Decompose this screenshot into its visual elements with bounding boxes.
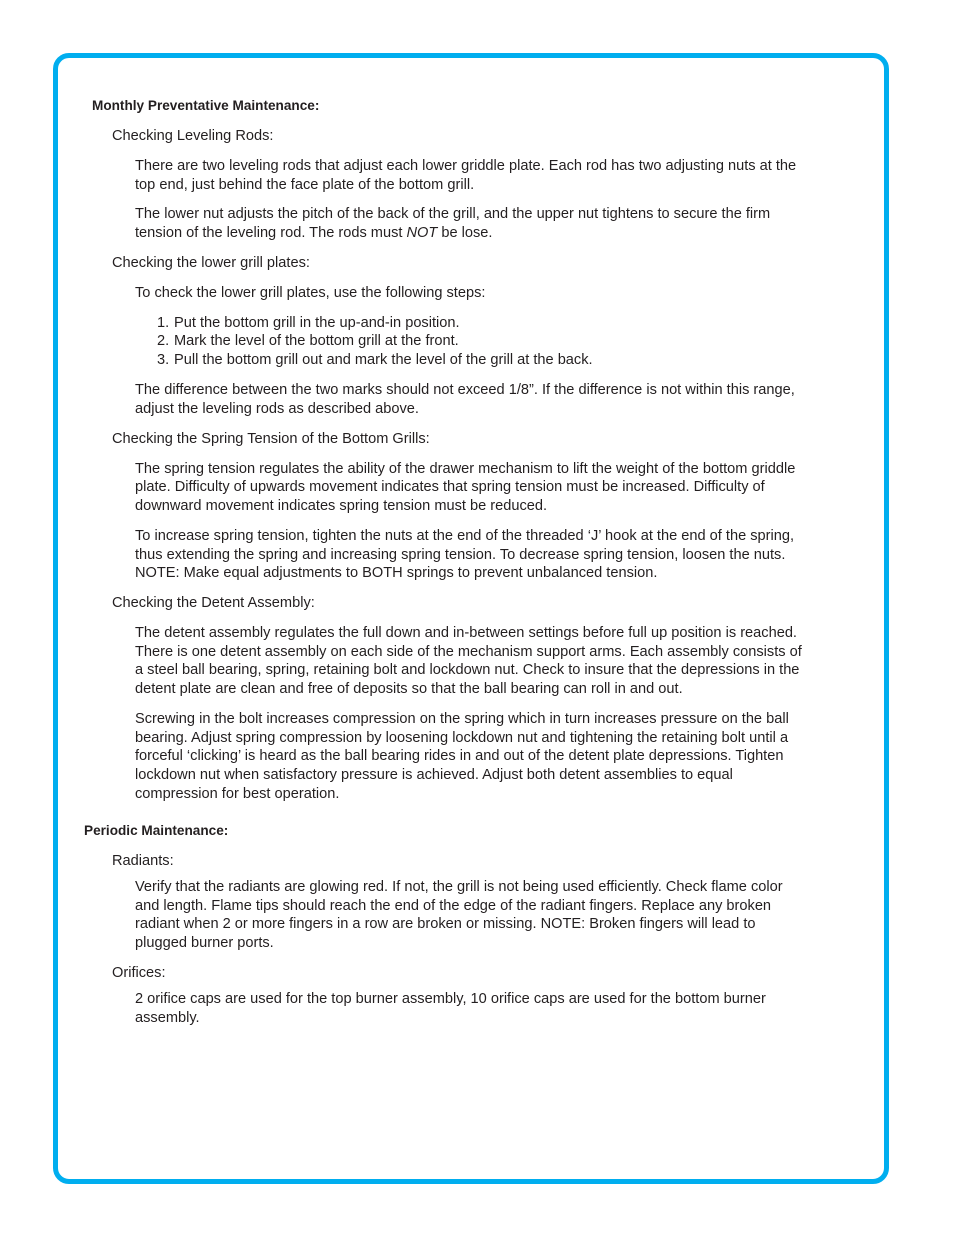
- list-item-text: Put the bottom grill in the up-and-in position.: [174, 315, 460, 331]
- subheading-orifices: Orifices:: [112, 965, 166, 981]
- paragraph-line: The lower nut adjusts the pitch of the back of the grill, and the upper nut tightens to secure the firm: [135, 206, 771, 222]
- paragraph-line: Screwing in the bolt increases compression on the spring which in turn increases pressure on the ball: [135, 711, 789, 727]
- paragraph-line: top end, just behind the face plate of the bottom grill.: [135, 177, 475, 193]
- section-heading-periodic: Periodic Maintenance:: [84, 823, 229, 838]
- paragraph-line: The spring tension regulates the ability of the drawer mechanism to lift the weight of the bottom griddle: [135, 461, 796, 477]
- paragraph-line: Verify that the radiants are glowing red. If not, the grill is not being used efficiently. Check flame color: [135, 879, 783, 895]
- paragraph-line: The detent assembly regulates the full down and in-between settings before full up position is reached.: [135, 625, 797, 641]
- paragraph-line: bearing. Adjust spring compression by loosening lockdown nut and tightening the retaining bolt until a: [135, 730, 789, 746]
- paragraph-line: assembly.: [135, 1010, 200, 1026]
- paragraph-line: There is one detent assembly on each side of the mechanism support arms. Each assembly consists of: [135, 644, 802, 660]
- paragraph-line: To check the lower grill plates, use the following steps:: [135, 285, 486, 301]
- paragraph-line: thus extending the spring and increasing spring tension. To decrease spring tension, loosen the nuts.: [135, 547, 786, 563]
- emphasis-not: NOT: [406, 225, 438, 241]
- paragraph-line: The difference between the two marks should not exceed 1/8”. If the difference is not within this range,: [135, 382, 795, 398]
- paragraph-line: To increase spring tension, tighten the nuts at the end of the threaded ‘J’ hook at the end of the spring,: [135, 528, 795, 544]
- list-item-number: 1.: [157, 315, 170, 331]
- paragraph-line: plate. Difficulty of upwards movement indicates that spring tension must be increased. Difficulty of: [135, 479, 765, 495]
- paragraph-line: There are two leveling rods that adjust each lower griddle plate. Each rod has two adjusting nuts at the: [135, 158, 797, 174]
- paragraph-line: plugged burner ports.: [135, 935, 274, 951]
- subheading-lower-grill-plates: Checking the lower grill plates:: [112, 255, 310, 271]
- paragraph-line: 2 orifice caps are used for the top burner assembly, 10 orifice caps are used for the bottom burner: [135, 991, 766, 1007]
- list-item-number: 3.: [157, 352, 170, 368]
- paragraph-line: lockdown nut when satisfactory pressure is achieved. Adjust both detent assemblies to equal: [135, 767, 733, 783]
- paragraph-line: and length. Flame tips should reach the end of the edge of the radiant fingers. Replace any broken: [135, 898, 772, 914]
- list-item: [157, 332, 459, 351]
- paragraph-line: NOTE: Make equal adjustments to BOTH springs to prevent unbalanced tension.: [135, 565, 658, 581]
- paragraph-line: forceful ‘clicking’ is heard as the ball bearing rides in and out of the detent plate depressions. Tighten: [135, 748, 784, 764]
- paragraph-line: detent plate are clean and free of deposits so that the ball bearing can roll in and out.: [135, 681, 683, 697]
- list-item-text: Mark the level of the bottom grill at the front.: [174, 333, 459, 349]
- paragraph-line: a steel ball bearing, spring, retaining bolt and lockdown nut. Check to insure that the depressions in the: [135, 662, 800, 678]
- paragraph-line: adjust the leveling rods as described above.: [135, 401, 419, 417]
- subheading-spring-tension: Checking the Spring Tension of the Bottom Grills:: [112, 431, 430, 447]
- subheading-leveling-rods: Checking Leveling Rods:: [112, 128, 274, 144]
- subheading-detent-assembly: Checking the Detent Assembly:: [112, 595, 315, 611]
- list-item: [157, 351, 593, 370]
- paragraph-line: tension of the leveling rod. The rods must NOT be lose.: [135, 225, 493, 241]
- list-item-text: Pull the bottom grill out and mark the level of the grill at the back.: [174, 352, 593, 368]
- subheading-radiants: Radiants:: [112, 853, 174, 869]
- section-heading-monthly: Monthly Preventative Maintenance:: [92, 98, 320, 113]
- paragraph-line: compression for best operation.: [135, 786, 340, 802]
- paragraph-line: radiant when 2 or more fingers in a row are broken or missing. NOTE: Broken fingers will lead to: [135, 916, 756, 932]
- list-item: [157, 314, 460, 333]
- list-item-number: 2.: [157, 333, 170, 349]
- paragraph-line: downward movement indicates spring tension must be reduced.: [135, 498, 548, 514]
